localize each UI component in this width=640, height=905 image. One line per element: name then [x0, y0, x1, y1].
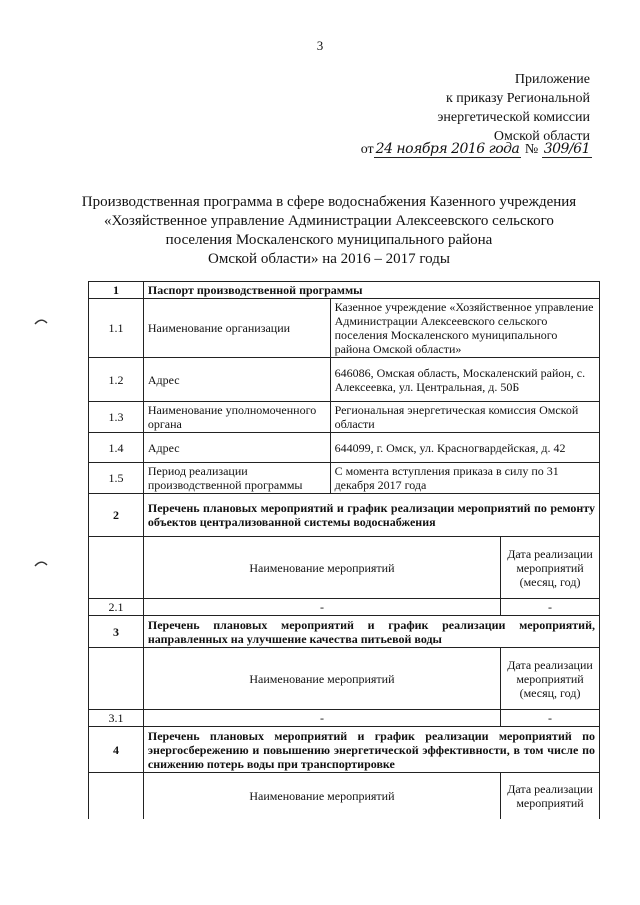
page-number: 3: [316, 38, 324, 53]
table-row: [89, 433, 600, 463]
handwritten-order-date: 24 ноября 2016 года: [375, 141, 520, 157]
row-label: Адрес: [143, 358, 330, 402]
row-label: Период реализации производственной программы: [143, 463, 330, 494]
order-prefix: от: [360, 142, 374, 157]
column-header-name: Наименование мероприятий: [143, 537, 500, 599]
table-row: [89, 299, 600, 358]
row-label: Наименование организации: [143, 299, 330, 358]
column-header-date: Дата реализации мероприятий: [501, 773, 600, 819]
row-number: 1.1: [89, 299, 144, 358]
row-name: -: [143, 710, 500, 727]
section-number: 2: [89, 494, 144, 537]
title-line-4: Омской области» на 2016 – 2017 годы: [208, 251, 450, 267]
section-number: 3: [89, 616, 144, 648]
empty-cell: [89, 648, 144, 710]
column-header-row: [89, 537, 600, 599]
order-number-label: №: [524, 142, 539, 157]
order-reference: [361, 141, 592, 158]
section-title: Перечень плановых мероприятий и график реализации мероприятий по ремонту объектов централизованной системы водоснабжения: [143, 494, 599, 537]
column-header-row: [89, 648, 600, 710]
title-line-3: поселения Москаленского муниципального района: [165, 232, 493, 248]
section-1-header: [89, 282, 600, 299]
handwritten-order-number: 309/61: [543, 141, 590, 157]
row-number: 1.5: [89, 463, 144, 494]
appendix-line-3: энергетической комиссии: [437, 110, 590, 125]
column-header-date: Дата реализации мероприятий (месяц, год): [501, 537, 600, 599]
section-title: Перечень плановых мероприятий и график реализации мероприятий, направленных на улучшение качества питьевой воды: [143, 616, 599, 648]
appendix-line-4: Омской области: [493, 129, 590, 144]
row-value: 646086, Омская область, Москаленский район, с. Алексеевка, ул. Центральная, д. 50Б: [330, 358, 599, 402]
section-title: Перечень плановых мероприятий и график реализации мероприятий по энергосбережению и повышению энергетической эффективности, в том числе по снижению потерь воды при транспортировке: [143, 727, 599, 773]
column-header-date: Дата реализации мероприятий (месяц, год): [501, 648, 600, 710]
section-number: 4: [89, 727, 144, 773]
section-4-header: [89, 727, 600, 773]
appendix-line-1: Приложение: [514, 72, 590, 87]
title-line-2: «Хозяйственное управление Администрации Алексеевского сельского: [104, 213, 554, 229]
row-value: Региональная энергетическая комиссия Омской области: [330, 402, 599, 433]
row-label: Наименование уполномоченного органа: [143, 402, 330, 433]
table-row: [89, 710, 600, 727]
appendix-line-2: к приказу Региональной: [445, 91, 590, 106]
punch-mark-icon: [34, 558, 48, 568]
row-number: 3.1: [89, 710, 144, 727]
row-number: 1.3: [89, 402, 144, 433]
table-row: [89, 402, 600, 433]
section-title: Паспорт производственной программы: [143, 282, 599, 299]
section-2-header: [89, 494, 600, 537]
table-row: [89, 599, 600, 616]
table-row: [89, 463, 600, 494]
title-line-1: Производственная программа в сфере водоснабжения Казенного учреждения: [81, 194, 577, 210]
row-date: -: [501, 599, 600, 616]
empty-cell: [89, 537, 144, 599]
column-header-row: [89, 773, 600, 819]
empty-cell: [89, 773, 144, 819]
row-value: 644099, г. Омск, ул. Красногвардейская, д. 42: [330, 433, 599, 463]
row-date: -: [501, 710, 600, 727]
production-program-table: [88, 281, 600, 819]
row-number: 2.1: [89, 599, 144, 616]
document-title: [70, 193, 588, 269]
row-value: Казенное учреждение «Хозяйственное управление Администрации Алексеевского сельского поселения Москаленского муниципального района Омской области»: [330, 299, 599, 358]
section-number: 1: [89, 282, 144, 299]
row-number: 1.4: [89, 433, 144, 463]
table-row: [89, 358, 600, 402]
row-name: -: [143, 599, 500, 616]
column-header-name: Наименование мероприятий: [143, 648, 500, 710]
column-header-name: Наименование мероприятий: [143, 773, 500, 819]
row-label: Адрес: [143, 433, 330, 463]
appendix-header: [437, 70, 590, 146]
punch-mark-icon: [34, 316, 48, 326]
row-value: С момента вступления приказа в силу по 31 декабря 2017 года: [330, 463, 599, 494]
section-3-header: [89, 616, 600, 648]
row-number: 1.2: [89, 358, 144, 402]
